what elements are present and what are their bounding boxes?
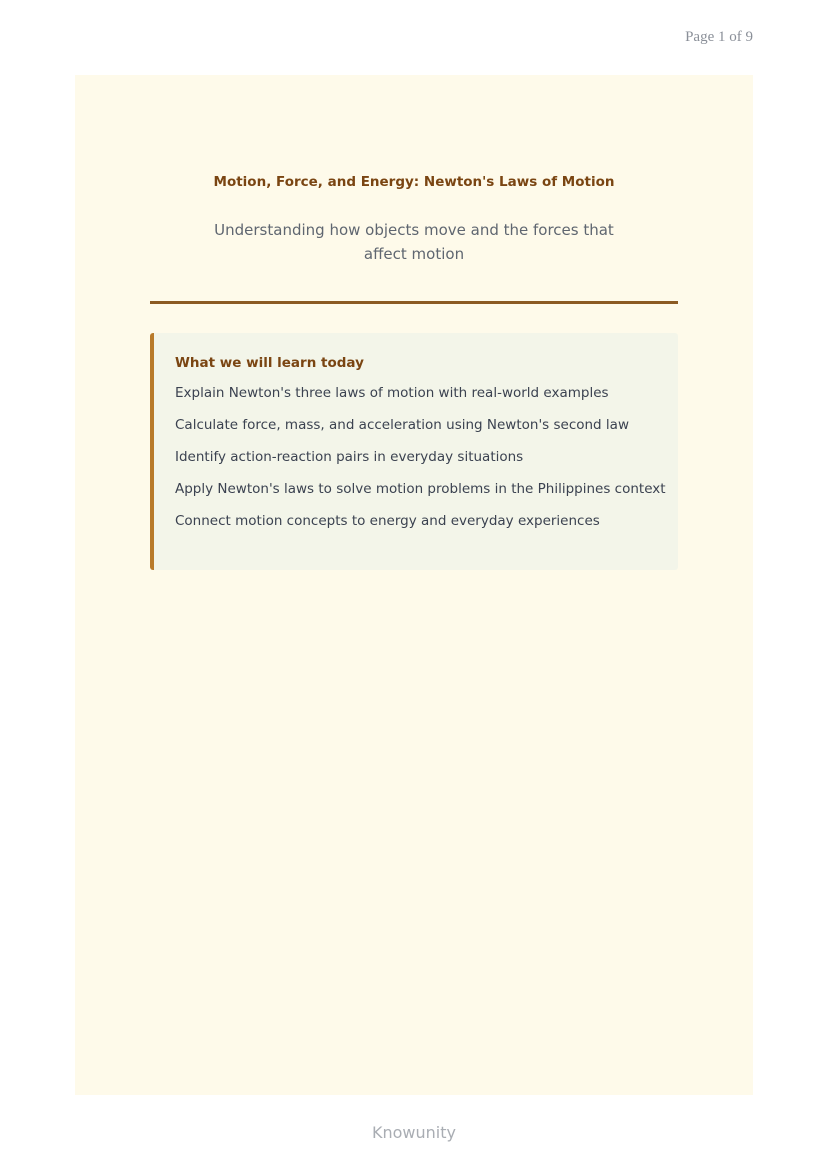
divider [150, 301, 678, 304]
list-item: Identify action-reaction pairs in everyday situations [175, 449, 524, 465]
list-item: Explain Newton's three laws of motion with real-world examples [175, 385, 609, 401]
document-title: Motion, Force, and Energy: Newton's Laws of Motion [213, 174, 615, 190]
document-subtitle: Understanding how objects move and the forces that affect motion [214, 221, 614, 263]
list-item: Calculate force, mass, and acceleration using Newton's second law [175, 417, 629, 433]
learning-objectives-box [150, 333, 678, 570]
list-item: Apply Newton's laws to solve motion problems in the Philippines context [175, 481, 666, 497]
page-indicator: Page 1 of 9 [685, 29, 753, 45]
objectives-heading: What we will learn today [175, 355, 364, 371]
objectives-list [175, 383, 678, 543]
footer-brand: Knowunity [372, 1123, 456, 1142]
list-item: Connect motion concepts to energy and everyday experiences [175, 513, 600, 529]
